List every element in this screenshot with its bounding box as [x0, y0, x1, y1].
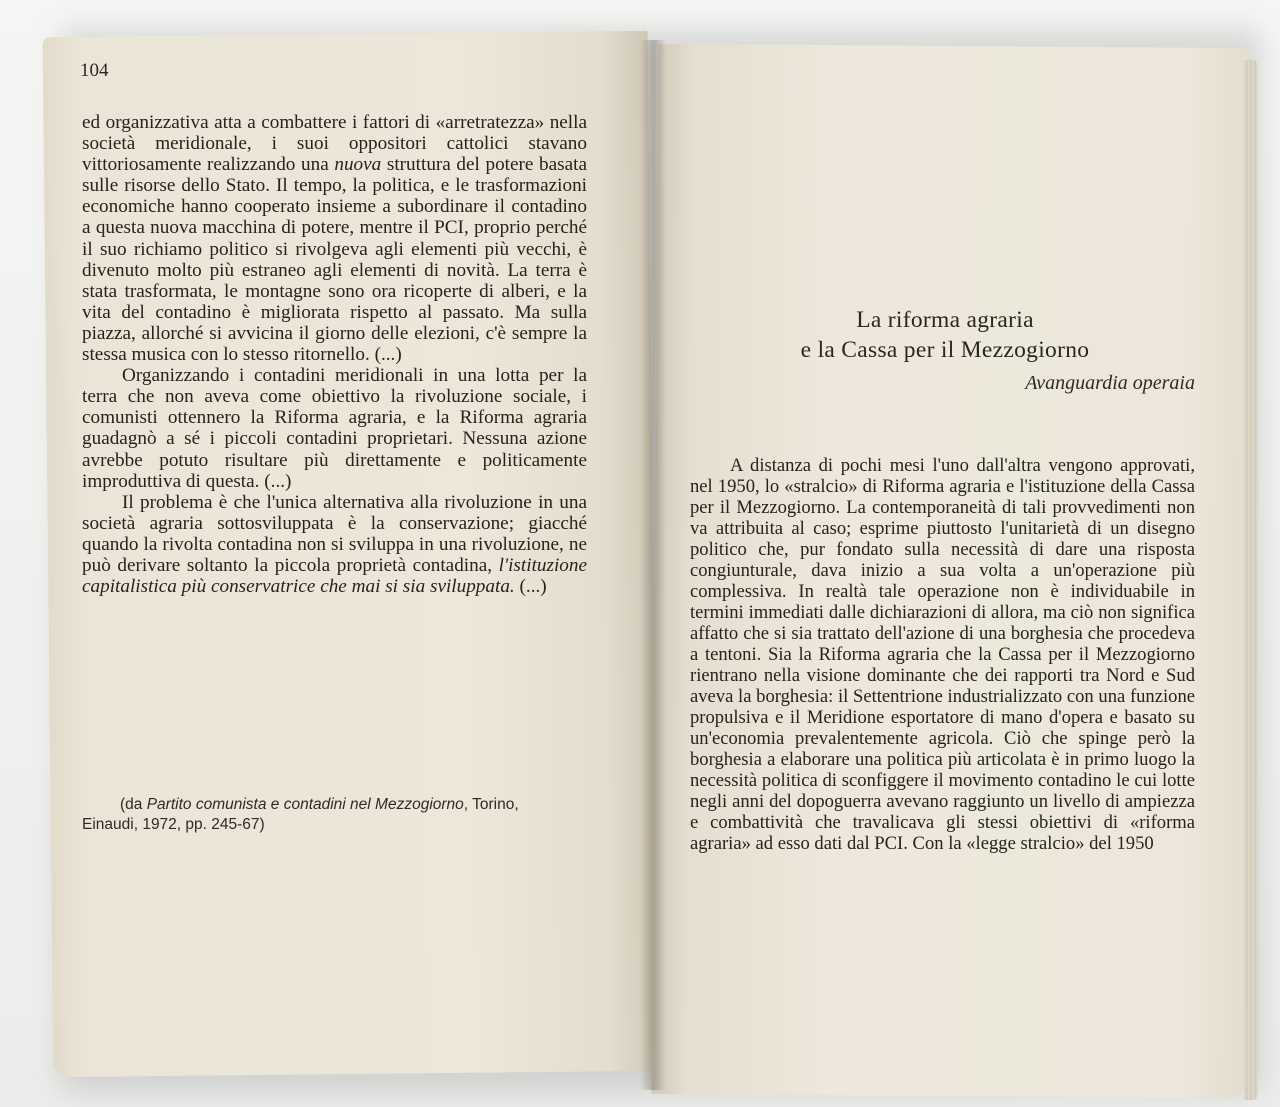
source-suffix: , Torino,	[463, 796, 519, 813]
left-paragraph-3-segment-3: (...)	[514, 576, 547, 598]
page-edges	[1244, 60, 1258, 1100]
left-paragraph-1	[82, 112, 587, 365]
source-line-1	[82, 795, 587, 815]
left-page-body	[82, 112, 587, 597]
left-paragraph-2-segment-1: Organizzando i contadini meridionali in una lotta per la terra che non aveva come obiettivo la rivoluzione sociale, i comunisti ottennero la Riforma agraria, e la Riforma agraria guadagnò a sé i piccoli contadini proprietari. Nessuna azione avrebbe potuto risultare più direttamente e politicamente improduttiva di questa. (...)	[82, 365, 587, 492]
left-paragraph-1-segment-3: struttura del potere basata sulle risorse dello Stato. Il tempo, la politica, e le trasformazioni economiche hanno cooperato insieme a subordinare il contadino a questa nuova macchina di potere, mentre il PCI, proprio perché il suo richiamo politico si rivolgeva agli elementi più vecchi, è divenuto molto più estraneo agli elementi di novità. La terra è stata trasformata, le montagne sono ora ricoperte di alberi, e la vita del contadino è migliorata rispetto al passato. Ma sulla piazza, allorché si avvicina il giorno delle elezioni, c'è sempre la stessa musica con lo stesso ritornello. (...)	[82, 154, 587, 366]
chapter-author: Avanguardia operaia	[1025, 372, 1195, 394]
left-paragraph-3	[82, 492, 587, 597]
source-prefix: (da	[120, 796, 147, 813]
source-line-2: Einaudi, 1972, pp. 245-67)	[82, 816, 265, 833]
left-paragraph-3-segment-1: Il problema è che l'unica alternativa alla rivoluzione in una società agraria sottosviluppata è la conservazione; giacché quando la rivolta contadina non si sviluppa in una rivoluzione, ne può derivare soltanto la piccola proprietà contadina,	[82, 491, 587, 576]
chapter-title-line-1: La riforma agraria	[856, 307, 1034, 333]
left-paragraph-1-segment-1: ed organizzativa atta a combattere i fattori di «arretratezza» nella società meridionale, i suoi oppositori cattolici stavano vittoriosamente realizzando una	[82, 112, 587, 176]
left-paragraph-2	[82, 365, 587, 492]
right-page-body	[690, 455, 1195, 854]
right-paragraph-1-segment-1: A distanza di pochi mesi l'uno dall'altra vengono approvati, nel 1950, lo «stralcio» di Riforma agraria e l'istituzione della Cassa per il Mezzogiorno. La contemporaneità di tali provvedimenti non va attribuita al caso; esprime piuttosto l'unitarietà di un disegno politico che, pur fondato sulla necessità di dare una risposta congiunturale, dava inizio a sua volta a un'operazione più complessiva. In realtà tale operazione non è individuabile in termini immediati dalle dichiarazioni di allora, ma ciò non significa affatto che si sia trattato dell'azione di una borghesia che procedeva a tentoni. Sia la Riforma agraria che la Cassa per il Mezzogiorno rientrano nella visione dominante che dei rapporti tra Nord e Sud aveva la borghesia: il Settentrione industrializzato con una funzione propulsiva e il Meridione esportatore di mano d'opera e basato su un'economia prevalentemente agricola. Ciò che spinge però la borghesia a elaborare una politica più articolata è in primo luogo la necessità politica di sconfiggere il movimento contadino le cui lotte negli anni del dopoguerra avevano raggiunto un livello di ampiezza e combattività che travalicava gli stessi obiettivi di «riforma agraria» ad esso dati dal PCI. Con la «legge stralcio» del 1950	[690, 455, 1195, 854]
left-paragraph-3-segment-2: l'istituzione capitalistica più conservatrice che mai si sia sviluppata.	[82, 554, 587, 598]
source-title: Partito comunista e contadini nel Mezzogiorno	[146, 796, 464, 813]
page-number: 104	[80, 60, 109, 81]
left-paragraph-1-segment-2: nuova	[334, 154, 382, 176]
source-citation	[82, 795, 587, 835]
chapter-title	[690, 305, 1200, 365]
right-paragraph-1	[690, 455, 1195, 854]
chapter-title-line-2: e la Cassa per il Mezzogiorno	[800, 337, 1090, 363]
